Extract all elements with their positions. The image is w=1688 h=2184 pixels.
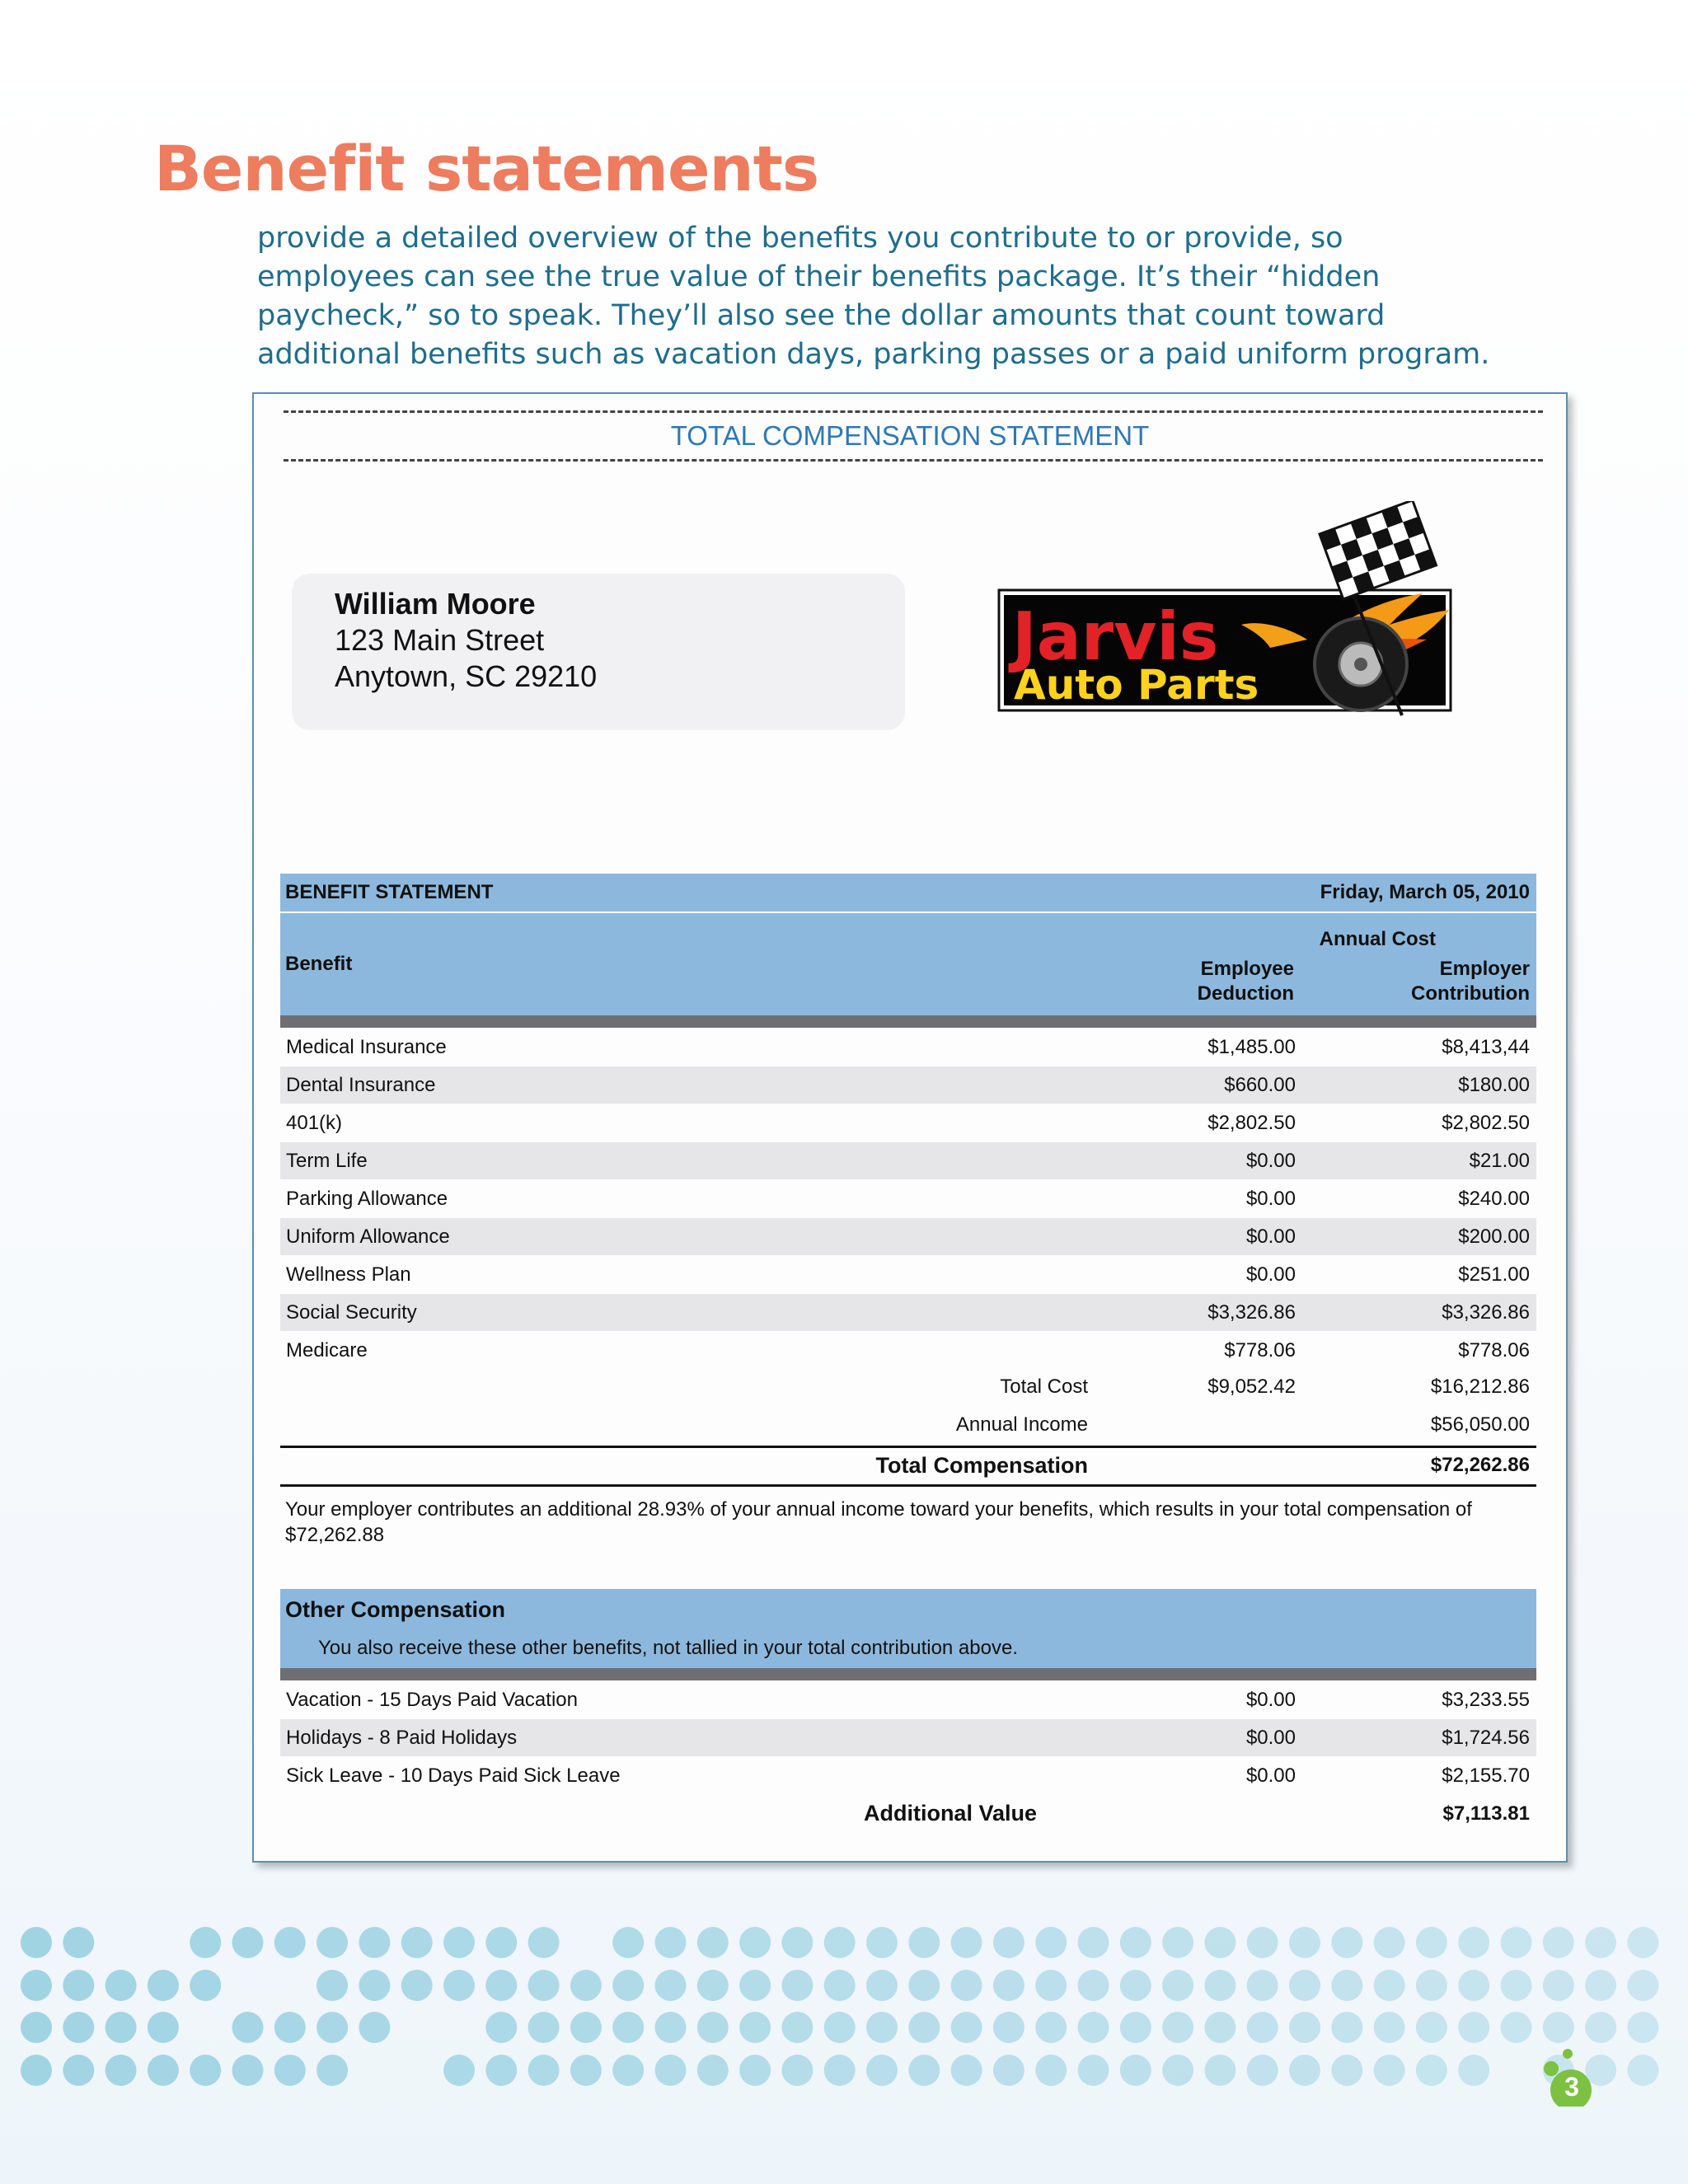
decorative-dot (1289, 2055, 1320, 2086)
additional-value-label: Additional Value (863, 1801, 1037, 1825)
decorative-dot (485, 2055, 517, 2086)
decorative-dot (824, 2012, 856, 2043)
decorative-dot (908, 2012, 940, 2043)
decorative-dot (1247, 2055, 1278, 2086)
decorative-dot (528, 1970, 560, 2001)
decorative-dot (190, 2055, 221, 2086)
decorative-dot (1035, 1970, 1067, 2001)
decorative-dot (951, 1927, 982, 1958)
row-benefit: Sick Leave - 10 Days Paid Sick Leave (286, 1765, 621, 1787)
decorative-dot (1247, 1970, 1278, 2001)
row-employer-amount: $180.00 (1458, 1074, 1530, 1096)
table-row (280, 1332, 1536, 1369)
decorative-dot (359, 2012, 390, 2043)
benefit-statement-bar (280, 874, 1536, 912)
decorative-dot (106, 1970, 137, 2001)
col-employee-header-2: Deduction (1197, 982, 1294, 1005)
other-header-divider (280, 1668, 1536, 1680)
decorative-dot (1078, 1927, 1109, 1958)
decorative-dot (1078, 2055, 1109, 2086)
decorative-dot (316, 1927, 348, 1958)
decorative-dot (1204, 1970, 1236, 2001)
row-employee-amount: $0.00 (1245, 1689, 1296, 1711)
decorative-dot (1247, 1927, 1278, 1958)
table-row (280, 1256, 1536, 1293)
decorative-dot (612, 2055, 644, 2086)
total-compensation-label: Total Compensation (875, 1453, 1088, 1478)
decorative-dot (1374, 1970, 1405, 2001)
decorative-dot (866, 1927, 898, 1958)
decorative-dot (316, 2012, 348, 2043)
other-compensation-title: Other Compensation (285, 1597, 506, 1622)
decorative-dot (528, 2012, 560, 2043)
row-employer-amount: $1,724.56 (1442, 1727, 1530, 1749)
decorative-dot (1078, 2012, 1109, 2043)
decorative-dot (401, 1927, 433, 1958)
intro-paragraph: provide a detailed overview of the benefits you contribute to or provide, so employees can see the true value of their benefits package. It’s their “hidden paycheck,” so to speak. They’ll also see the dollar amounts that count toward additional benefits such as vacation days, parking passes or a paid uniform program. (257, 222, 1490, 371)
decorative-dot (1501, 2012, 1532, 2043)
decorative-dot (781, 2055, 813, 2086)
decorative-dot (1543, 1927, 1574, 1958)
row-employee-amount: $0.00 (1245, 1150, 1296, 1172)
row-employee-amount: $1,485.00 (1207, 1036, 1296, 1058)
decorative-dot (274, 1927, 306, 1958)
decorative-dot (655, 1970, 687, 2001)
decorative-dot (106, 2055, 137, 2086)
decorative-dot (1204, 1927, 1236, 1958)
decorative-dot (63, 2055, 94, 2086)
row-employer-amount: $3,233.55 (1442, 1689, 1530, 1711)
logo-line2: Auto Parts (1014, 661, 1259, 709)
decorative-dot (570, 1970, 602, 2001)
decorative-dot (1289, 1970, 1320, 2001)
recipient-name: William Moore (335, 587, 536, 621)
decorative-dot (1289, 2012, 1320, 2043)
col-employer-header-1: Employer (1439, 958, 1530, 980)
decorative-dot (1585, 2012, 1616, 2043)
row-employer-amount: $21.00 (1469, 1150, 1530, 1172)
decorative-dot (1162, 2055, 1193, 2086)
decorative-dot (1120, 1927, 1151, 1958)
header-divider (280, 1015, 1536, 1028)
decorative-dot (1501, 1927, 1532, 1958)
table-row (280, 1066, 1536, 1104)
col-employee-header-1: Employee (1200, 958, 1294, 980)
decorative-dot (1458, 2012, 1489, 2043)
decorative-dot (316, 1970, 348, 2001)
decorative-dot (1162, 1927, 1193, 1958)
decorative-dot (1416, 2012, 1447, 2043)
decorative-dot (148, 1970, 179, 2001)
row-benefit: Term Life (286, 1150, 368, 1172)
top-dashed-rule (284, 410, 1543, 413)
decorative-dot (232, 2012, 264, 2043)
decorative-dot (1374, 2012, 1405, 2043)
decorative-dot (655, 1927, 687, 1958)
decorative-dot (1035, 2012, 1067, 2043)
row-employee-amount: $0.00 (1245, 1727, 1296, 1749)
decorative-dot (993, 1970, 1025, 2001)
decorative-dot (1035, 2055, 1067, 2086)
decorative-dot (1289, 1927, 1320, 1958)
row-employee-amount: $0.00 (1245, 1226, 1296, 1248)
decorative-dot (63, 1970, 94, 2001)
row-employer-amount: $3,326.86 (1442, 1301, 1530, 1324)
decorative-dot (1627, 1927, 1658, 1958)
col-benefit-header: Benefit (285, 953, 353, 975)
decorative-dot (866, 2055, 898, 2086)
decorative-dot (739, 2012, 771, 2043)
decorative-dot (1543, 1970, 1574, 2001)
row-employer-amount: $251.00 (1458, 1263, 1530, 1286)
decorative-dot (1120, 2055, 1151, 2086)
decorative-dot (1374, 1927, 1405, 1958)
row-employee-amount: $0.00 (1245, 1263, 1296, 1286)
total-compensation-row (280, 1447, 1536, 1483)
decorative-dot (528, 2055, 560, 2086)
total-compensation-value: $72,262.86 (1430, 1454, 1530, 1476)
decorative-dot (232, 2055, 264, 2086)
decorative-dot (993, 2055, 1025, 2086)
decorative-dot (1585, 1970, 1616, 2001)
row-benefit: Uniform Allowance (286, 1226, 450, 1248)
decorative-dot (21, 1970, 52, 2001)
annual-income-row (280, 1406, 1536, 1443)
decorative-dot (570, 2055, 602, 2086)
page-number: 3 (1564, 2072, 1579, 2102)
decorative-dot (148, 2012, 179, 2043)
decorative-dot (485, 2012, 517, 2043)
row-employer-amount: $778.06 (1458, 1339, 1530, 1361)
row-employer-amount: $2,802.50 (1442, 1112, 1530, 1134)
annual-income-label: Annual Income (955, 1413, 1088, 1436)
decorative-dot (1247, 2012, 1278, 2043)
total-cost-label: Total Cost (1000, 1376, 1088, 1398)
col-employer-header-2: Contribution (1411, 982, 1530, 1005)
decorative-dot (697, 2055, 729, 2086)
decorative-dot (359, 1927, 390, 1958)
decorative-dot (485, 1970, 517, 2001)
table-row (280, 1719, 1536, 1756)
decorative-dot (485, 1927, 517, 1958)
row-employee-amount: $660.00 (1224, 1074, 1296, 1096)
row-employer-amount: $8,413,44 (1442, 1036, 1530, 1058)
decorative-dot (697, 1970, 729, 2001)
total-bottom-rule (280, 1484, 1536, 1487)
decorative-dot (908, 1927, 940, 1958)
decorative-dot (1416, 1927, 1447, 1958)
decorative-dot (655, 2055, 687, 2086)
row-benefit: Holidays - 8 Paid Holidays (286, 1727, 518, 1749)
decorative-dot (63, 1927, 94, 1958)
page-heading: Benefit statements (154, 132, 819, 205)
decorative-dot (190, 1927, 221, 1958)
decorative-dot (1627, 2055, 1658, 2086)
row-employer-amount: $200.00 (1458, 1226, 1530, 1248)
decorative-dot (739, 2055, 771, 2086)
decorative-dot (570, 2012, 602, 2043)
decorative-dot (781, 1927, 813, 1958)
decorative-dot (866, 2012, 898, 2043)
decorative-dot (1204, 2055, 1236, 2086)
bottom-dashed-rule (284, 459, 1543, 462)
column-header-bar (280, 913, 1536, 1015)
decorative-dot (781, 2012, 813, 2043)
total-cost-row (280, 1368, 1536, 1405)
row-benefit: 401(k) (286, 1112, 343, 1134)
decorative-dot (824, 2055, 856, 2086)
recipient-city: Anytown, SC 29210 (335, 659, 598, 693)
decorative-dot (824, 1970, 856, 2001)
row-employee-amount: $0.00 (1245, 1188, 1296, 1210)
table-row (280, 1757, 1536, 1794)
row-employee-amount: $3,326.86 (1207, 1301, 1296, 1324)
decorative-dot (1331, 1927, 1362, 1958)
logo-line1: Jarvis (1012, 598, 1219, 675)
decorative-dot (1501, 1970, 1532, 2001)
decorative-dot (1120, 2012, 1151, 2043)
decorative-dot (1331, 2055, 1362, 2086)
table-row (280, 1294, 1536, 1331)
row-benefit: Social Security (286, 1301, 417, 1324)
decorative-dot (443, 1970, 475, 2001)
decorative-dot (1162, 1970, 1193, 2001)
decorative-dot (21, 2012, 52, 2043)
table-row (280, 1142, 1536, 1179)
decorative-dot (655, 2012, 687, 2043)
decorative-dot (1458, 2055, 1489, 2086)
row-benefit: Parking Allowance (286, 1188, 448, 1210)
row-benefit: Medical Insurance (286, 1036, 447, 1058)
decorative-dot (528, 1927, 560, 1958)
decorative-dot (951, 2055, 982, 2086)
decorative-dot (866, 1970, 898, 2001)
recipient-address-box (292, 574, 905, 730)
benefit-statement-label: BENEFIT STATEMENT (285, 881, 494, 903)
decorative-dot (781, 1970, 813, 2001)
employer-contribution-note: Your employer contributes an additional 28.93% of your annual income toward your benefits, which results in your total compensation of $72,262.88 (285, 1498, 1472, 1546)
row-employee-amount: $778.06 (1224, 1339, 1296, 1361)
decorative-dot (612, 2012, 644, 2043)
decorative-dot (148, 2055, 179, 2086)
row-benefit: Dental Insurance (286, 1074, 436, 1096)
decorative-dot (1416, 1970, 1447, 2001)
decorative-dot (190, 1970, 221, 2001)
decorative-dot (697, 1927, 729, 1958)
statement-date: Friday, March 05, 2010 (1320, 881, 1530, 903)
other-compensation-subtitle: You also receive these other benefits, not tallied in your total contribution above. (318, 1637, 1018, 1659)
decorative-dot (1458, 1927, 1489, 1958)
decorative-dot (443, 2055, 475, 2086)
decorative-dot (1416, 2055, 1447, 2086)
row-employee-amount: $2,802.50 (1207, 1112, 1296, 1134)
col-annual-cost-header: Annual Cost (1319, 928, 1436, 950)
decorative-dot (993, 1927, 1025, 1958)
other-compensation-bar (280, 1589, 1536, 1668)
decorative-dot (908, 1970, 940, 2001)
row-employer-amount: $240.00 (1458, 1188, 1530, 1210)
total-cost-employee: $9,052.42 (1207, 1376, 1296, 1398)
decorative-dot (274, 2055, 306, 2086)
table-row (280, 1218, 1536, 1255)
table-row (280, 1029, 1536, 1066)
decorative-dot (1585, 1927, 1616, 1958)
decorative-dot (1120, 1970, 1151, 2001)
decorative-dot (1627, 2012, 1658, 2043)
decorative-dot (443, 1927, 475, 1958)
decorative-dot (316, 2055, 348, 2086)
decorative-dot (612, 1970, 644, 2001)
decorative-dot (739, 1970, 771, 2001)
decorative-dot (697, 2012, 729, 2043)
decorative-dot (1162, 2012, 1193, 2043)
table-row (280, 1180, 1536, 1217)
decorative-dot (232, 1927, 264, 1958)
row-benefit: Wellness Plan (286, 1263, 411, 1286)
decorative-dot (359, 1970, 390, 2001)
table-row (280, 1681, 1536, 1718)
decorative-dot (1458, 1970, 1489, 2001)
decorative-dot (1331, 1970, 1362, 2001)
total-cost-employer: $16,212.86 (1430, 1376, 1530, 1398)
decorative-dot (63, 2012, 94, 2043)
decorative-dot (1078, 1970, 1109, 2001)
table-row (280, 1104, 1536, 1141)
decorative-dot (21, 1927, 52, 1958)
recipient-street: 123 Main Street (335, 623, 545, 657)
additional-value-row (280, 1795, 1536, 1832)
additional-value-amount: $7,113.81 (1442, 1802, 1530, 1825)
row-benefit: Vacation - 15 Days Paid Vacation (286, 1689, 578, 1711)
decorative-dot (739, 1927, 771, 1958)
decorative-dot (1035, 1927, 1067, 1958)
decorative-dot (951, 1970, 982, 2001)
statement-title: TOTAL COMPENSATION STATEMENT (670, 420, 1150, 451)
decorative-dot (1204, 2012, 1236, 2043)
annual-income-value: $56,050.00 (1430, 1413, 1530, 1436)
row-employee-amount: $0.00 (1245, 1765, 1296, 1787)
decorative-dot (1331, 2012, 1362, 2043)
page-number-badge (1538, 2049, 1604, 2107)
row-benefit: Medicare (286, 1339, 368, 1361)
decorative-dot (612, 1927, 644, 1958)
decorative-dot (1543, 2012, 1574, 2043)
decorative-dot (993, 2012, 1025, 2043)
decorative-dot (106, 2012, 137, 2043)
decorative-dot (21, 2055, 52, 2086)
decorative-dot (951, 2012, 982, 2043)
row-employer-amount: $2,155.70 (1442, 1765, 1530, 1787)
decorative-dot (1627, 1970, 1658, 2001)
company-logo (994, 501, 1489, 740)
decorative-dot (908, 2055, 940, 2086)
decorative-dot (824, 1927, 856, 1958)
compensation-statement-card (252, 392, 1568, 1863)
decorative-dot (1374, 2055, 1405, 2086)
decorative-dot (274, 2012, 306, 2043)
decorative-dot (401, 1970, 433, 2001)
